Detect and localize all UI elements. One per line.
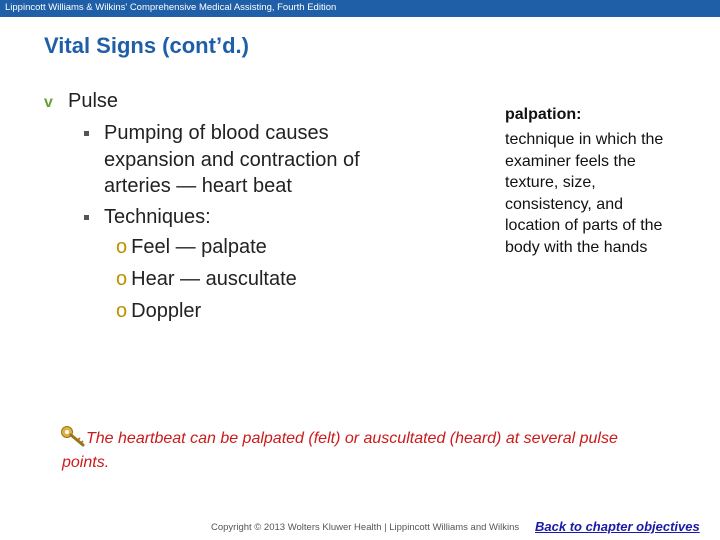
back-to-objectives-link[interactable]: Back to chapter objectives (535, 519, 700, 534)
technique-text: Feel — palpate (131, 236, 267, 258)
technique-text: Doppler (131, 300, 202, 322)
sub-bullet-techniques (84, 204, 404, 231)
technique-text: Hear — auscultate (131, 268, 297, 290)
bullet-pulse (44, 90, 118, 113)
page-title: Vital Signs (cont’d.) (44, 33, 249, 58)
square-bullet-icon (84, 215, 89, 220)
circle-bullet-icon: o (116, 268, 128, 290)
circle-bullet-icon: o (116, 236, 128, 258)
v-bullet-icon: v (44, 94, 53, 111)
note-text: The heartbeat can be palpated (felt) or auscultated (heard) at several pulse points. (62, 430, 618, 471)
bullet-label: Pulse (68, 90, 119, 112)
book-title: Lippincott Williams & Wilkins' Comprehensive Medical Assisting, Fourth Edition (5, 2, 337, 13)
definition-term: palpation: (505, 106, 582, 123)
header-bar (0, 0, 720, 17)
sub-bullet-pumping (84, 120, 404, 200)
circle-bullet-icon: o (116, 300, 128, 322)
sub-bullet-text: Pumping of blood causes expansion and contraction of arteries — heart beat (104, 122, 360, 197)
technique-item (116, 300, 201, 323)
copyright-text: Copyright © 2013 Wolters Kluwer Health | Lippincott Williams and Wilkins (211, 522, 520, 533)
sub-bullet-text: Techniques: (104, 206, 211, 228)
technique-item (116, 268, 297, 291)
definition-text: technique in which the examiner feels the texture, size, consistency, and location of parts of the body with the hands (505, 131, 664, 256)
square-bullet-icon (84, 131, 89, 136)
technique-item (116, 236, 267, 259)
